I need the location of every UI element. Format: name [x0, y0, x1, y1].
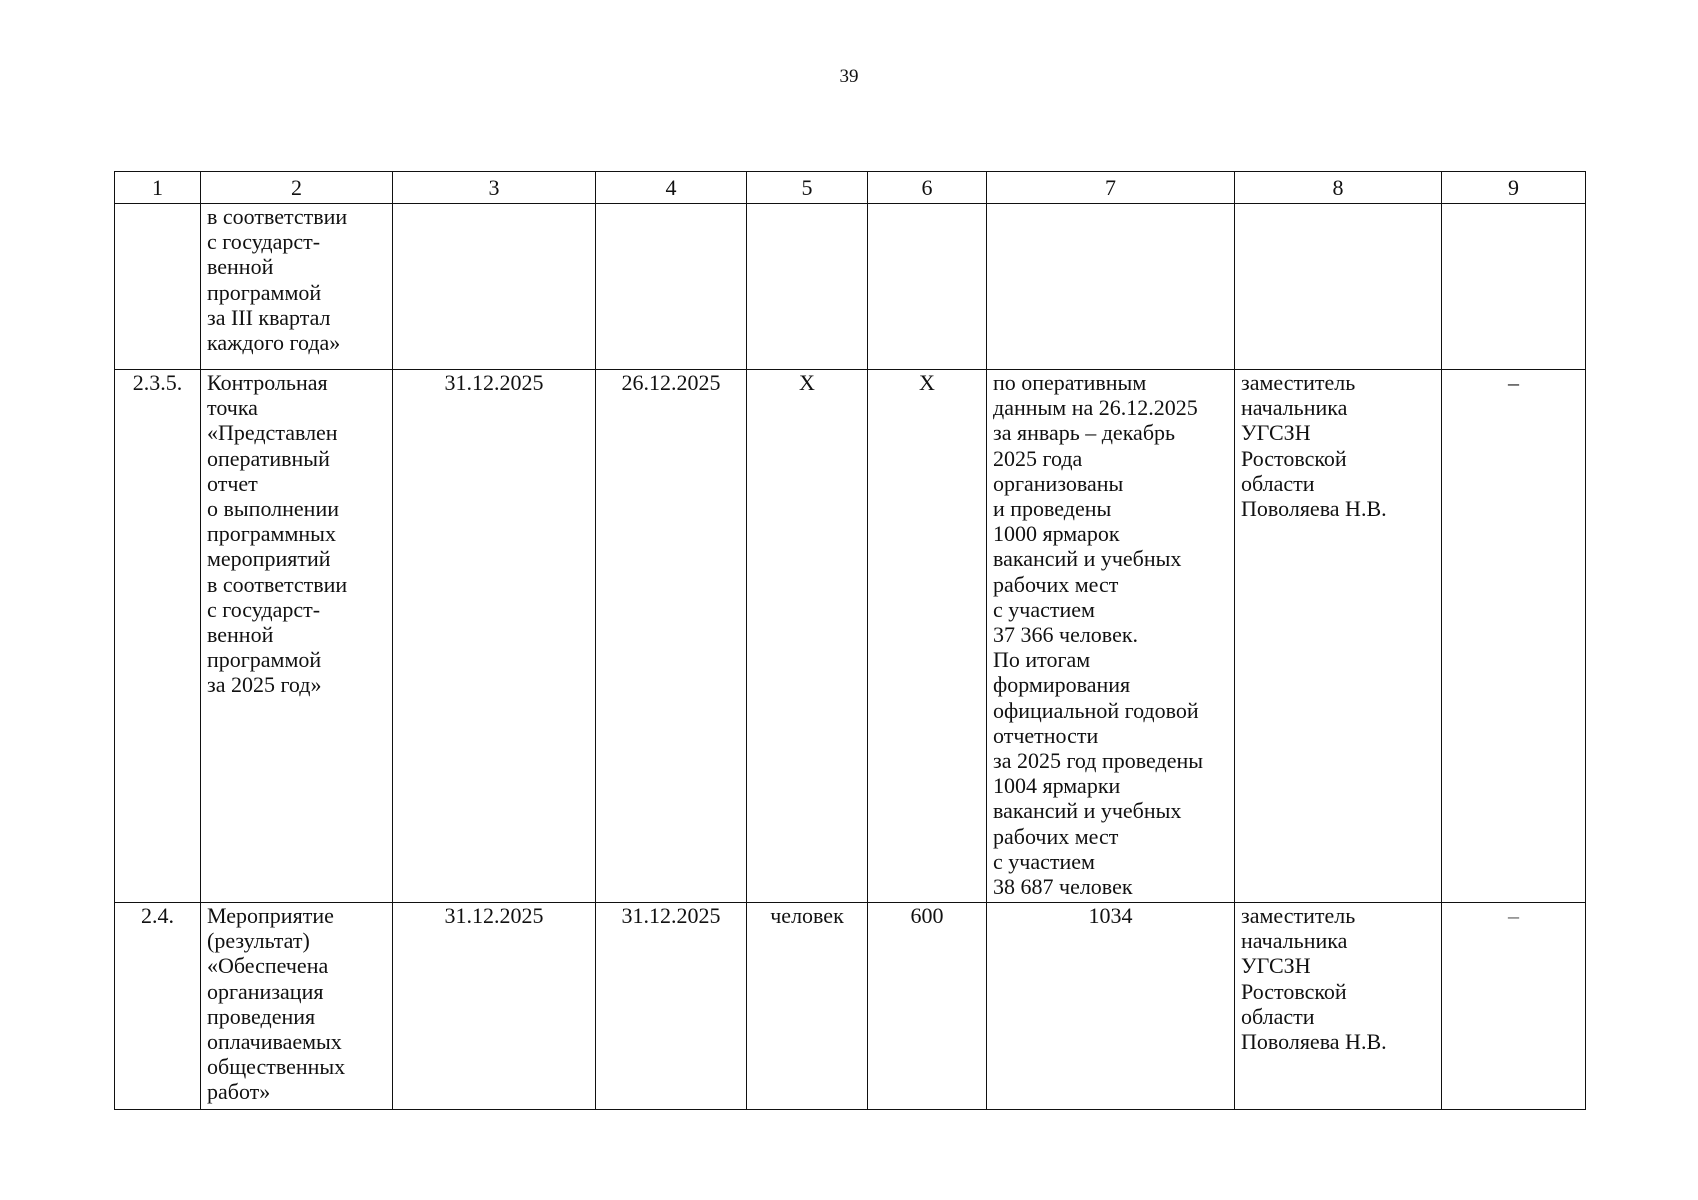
table-header [115, 172, 1586, 204]
text-line: области [1241, 470, 1315, 496]
cell-number: 2.3.5. [115, 370, 201, 903]
text-line: программных [207, 521, 336, 547]
table-body [115, 204, 1586, 1110]
cell-fact-value [987, 370, 1235, 903]
text-line: с участием [993, 596, 1095, 622]
text-line: венной [207, 254, 274, 280]
text-line: По итогам [993, 647, 1091, 673]
text-line: мероприятий [207, 546, 331, 572]
text-line: данным на 26.12.2025 [993, 395, 1198, 421]
text-line: УГСЗН [1241, 953, 1311, 979]
cell-responsible [1235, 903, 1442, 1110]
cell-note: – [1442, 370, 1586, 903]
text-line: за январь – декабрь [993, 420, 1176, 446]
cell-plan-value: Х [868, 370, 987, 903]
text-line: за III квартал [207, 304, 331, 330]
text-line: Контрольная [207, 370, 328, 395]
table-row [115, 903, 1586, 1110]
cell-plan-value [868, 204, 987, 370]
text-line: Поволяева Н.В. [1241, 496, 1387, 522]
text-line: Ростовской [1241, 445, 1347, 471]
text-line: формирования [993, 672, 1131, 698]
text-line: организованы [993, 470, 1124, 496]
text-line: 37 366 человек. [993, 622, 1139, 648]
text-line: рабочих мест [993, 823, 1119, 849]
text-line: в соответствии [207, 204, 348, 229]
text-line: оплачиваемых [207, 1029, 342, 1055]
header-col-6: 6 [868, 172, 987, 204]
cell-note: – [1442, 903, 1586, 1110]
text-line: в соответствии [207, 571, 348, 597]
text-line: вакансий и учебных [993, 546, 1182, 572]
text-line: области [1241, 1003, 1315, 1029]
cell-responsible [1235, 370, 1442, 903]
text-line: заместитель [1241, 370, 1356, 395]
header-col-1: 1 [115, 172, 201, 204]
cell-plan-date: 31.12.2025 [393, 370, 596, 903]
header-col-7: 7 [987, 172, 1235, 204]
text-line: (результат) [207, 928, 310, 954]
text-line: Ростовской [1241, 978, 1347, 1004]
cell-number: 2.4. [115, 903, 201, 1110]
text-line: с государст- [207, 596, 321, 622]
cell-responsible [1235, 204, 1442, 370]
text-line: общественных [207, 1054, 346, 1080]
cell-name [201, 903, 393, 1110]
text-line: 1000 ярмарок [993, 521, 1120, 547]
header-col-4: 4 [596, 172, 747, 204]
table-row [115, 204, 1586, 370]
header-col-8: 8 [1235, 172, 1442, 204]
cell-number [115, 204, 201, 370]
text-line: Поволяева Н.В. [1241, 1029, 1387, 1055]
text-line: 2025 года [993, 445, 1083, 471]
table-row [115, 370, 1586, 903]
text-line: за 2025 год» [207, 672, 322, 698]
text-line: «Обеспечена [207, 953, 329, 979]
header-row [115, 172, 1586, 204]
text-line: организация [207, 978, 324, 1004]
cell-fact-date [596, 204, 747, 370]
cell-plan-value: 600 [868, 903, 987, 1110]
page-number: 39 [839, 66, 859, 87]
cell-fact-date: 31.12.2025 [596, 903, 747, 1110]
header-col-3: 3 [393, 172, 596, 204]
cell-name [201, 204, 393, 370]
header-col-9: 9 [1442, 172, 1586, 204]
cell-unit [747, 204, 868, 370]
text-line: о выполнении [207, 496, 339, 522]
text-line: каждого года» [207, 330, 341, 356]
text-line: отчет [207, 470, 258, 496]
text-line: Мероприятие [207, 903, 334, 928]
text-line: рабочих мест [993, 571, 1119, 597]
header-col-5: 5 [747, 172, 868, 204]
text-line: «Представлен [207, 420, 338, 446]
header-col-2: 2 [201, 172, 393, 204]
text-line: отчетности [993, 722, 1099, 748]
text-line: программой [207, 647, 322, 673]
report-table [114, 171, 1586, 1110]
text-line: с государст- [207, 229, 321, 255]
text-line: вакансий и учебных [993, 798, 1182, 824]
text-line: по оперативным [993, 370, 1147, 395]
cell-fact-value: 1034 [987, 903, 1235, 1110]
text-line: за 2025 год проведены [993, 748, 1204, 774]
cell-unit: человек [747, 903, 868, 1110]
text-line: точка [207, 395, 258, 421]
cell-name [201, 370, 393, 903]
text-line: УГСЗН [1241, 420, 1311, 446]
cell-note [1442, 204, 1586, 370]
text-line: работ» [207, 1079, 271, 1105]
text-line: проведения [207, 1003, 316, 1029]
text-line: программой [207, 279, 322, 305]
text-line: с участием [993, 848, 1095, 874]
text-line: 38 687 человек [993, 874, 1133, 900]
text-line: начальника [1241, 395, 1348, 421]
text-line: венной [207, 622, 274, 648]
text-line: и проведены [993, 496, 1112, 522]
text-line: заместитель [1241, 903, 1356, 928]
cell-plan-date: 31.12.2025 [393, 903, 596, 1110]
cell-plan-date [393, 204, 596, 370]
text-line: официальной годовой [993, 697, 1199, 723]
text-line: оперативный [207, 445, 330, 471]
cell-fact-date: 26.12.2025 [596, 370, 747, 903]
cell-unit: Х [747, 370, 868, 903]
text-line: начальника [1241, 928, 1348, 954]
text-line: 1004 ярмарки [993, 773, 1121, 799]
cell-fact-value [987, 204, 1235, 370]
